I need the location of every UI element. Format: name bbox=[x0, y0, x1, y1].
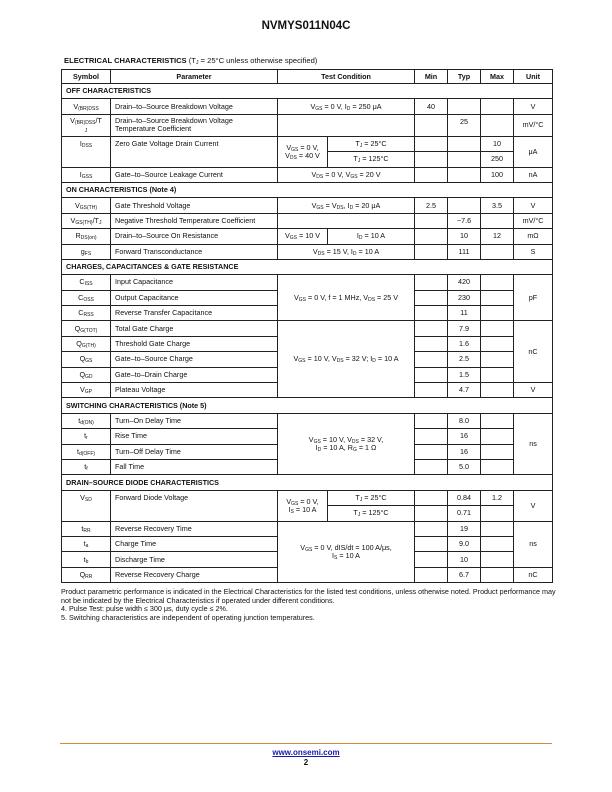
min-cell bbox=[415, 229, 448, 244]
footnote-general: Product parametric performance is indicated in the Electrical Characteristics for the listed test conditions, unless otherwise noted. Product performance may not be indicated by the Electrical Characteristics if operated under different conditions. bbox=[61, 587, 556, 605]
symbol-cell: $Q_{G(TOT)}$ bbox=[62, 321, 111, 336]
header-symbol: Symbol bbox=[62, 70, 111, 84]
parameter-cell: Fall Time bbox=[111, 459, 278, 474]
min-cell: 40 bbox=[415, 99, 448, 114]
min-cell bbox=[415, 244, 448, 259]
section-row bbox=[62, 84, 553, 99]
symbol-cell: $I_{DSS}$ bbox=[62, 136, 111, 167]
typ-cell: 4.7 bbox=[448, 383, 481, 398]
parameter-cell: Negative Threshold Temperature Coefficient bbox=[111, 213, 278, 228]
symbol-cell: $Q_{RR}$ bbox=[62, 567, 111, 582]
condition-cell: $V_{DS} = 0$ V, $V_{GS} = 20$ V bbox=[278, 167, 415, 182]
min-cell bbox=[415, 167, 448, 182]
section-row bbox=[62, 259, 553, 274]
max-cell bbox=[481, 321, 514, 336]
max-cell: 3.5 bbox=[481, 198, 514, 213]
condition-cell: $V_{GS} = 0$ V, $V_{DS} = 40$ V bbox=[278, 136, 328, 167]
section-row bbox=[62, 182, 553, 197]
typ-cell: 1.6 bbox=[448, 336, 481, 351]
max-cell bbox=[481, 567, 514, 582]
max-cell bbox=[481, 429, 514, 444]
min-cell bbox=[415, 321, 448, 336]
header-parameter: Parameter bbox=[111, 70, 278, 84]
min-cell bbox=[415, 567, 448, 582]
unit-cell: pF bbox=[514, 275, 553, 321]
typ-cell: 25 bbox=[448, 114, 481, 136]
header-typ: Typ bbox=[448, 70, 481, 84]
table-row bbox=[62, 275, 553, 290]
parameter-cell: Zero Gate Voltage Drain Current bbox=[111, 136, 278, 167]
min-cell bbox=[415, 536, 448, 551]
max-cell bbox=[481, 552, 514, 567]
symbol-cell: $t_{d(OFF)}$ bbox=[62, 444, 111, 459]
typ-cell bbox=[448, 136, 481, 151]
parameter-cell: Reverse Transfer Capacitance bbox=[111, 306, 278, 321]
max-cell bbox=[481, 367, 514, 382]
table-row bbox=[62, 413, 553, 428]
unit-cell: S bbox=[514, 244, 553, 259]
symbol-cell: $V_{GS(TH)}$ bbox=[62, 198, 111, 213]
condition-cell bbox=[278, 213, 415, 228]
symbol-cell: $I_{GSS}$ bbox=[62, 167, 111, 182]
typ-cell: 2.5 bbox=[448, 352, 481, 367]
symbol-cell: $C_{ISS}$ bbox=[62, 275, 111, 290]
max-cell bbox=[481, 444, 514, 459]
max-cell: 10 bbox=[481, 136, 514, 151]
condition-cell: $V_{GS} = 10$ V, $V_{DS} = 32$ V; $I_D = 10$ A bbox=[278, 321, 415, 398]
max-cell bbox=[481, 290, 514, 305]
symbol-cell: $C_{OSS}$ bbox=[62, 290, 111, 305]
unit-cell: ns bbox=[514, 521, 553, 567]
max-cell bbox=[481, 521, 514, 536]
header-row bbox=[62, 70, 553, 84]
table-row bbox=[62, 198, 553, 213]
typ-cell bbox=[448, 167, 481, 182]
symbol-cell: $V_{GS(TH)}/T_J$ bbox=[62, 213, 111, 228]
symbol-cell: $g_{FS}$ bbox=[62, 244, 111, 259]
footnote-4: 4. Pulse Test: pulse width ≤ 300 μs, duty cycle ≤ 2%. bbox=[61, 604, 228, 614]
max-cell: 100 bbox=[481, 167, 514, 182]
max-cell: 250 bbox=[481, 152, 514, 167]
condition-cell: $V_{GS} = 0$ V, $I_S = 10$ A bbox=[278, 490, 328, 521]
unit-cell: nC bbox=[514, 567, 553, 582]
parameter-cell: Reverse Recovery Time bbox=[111, 521, 278, 536]
max-cell bbox=[481, 336, 514, 351]
min-cell bbox=[415, 152, 448, 167]
typ-cell: 19 bbox=[448, 521, 481, 536]
parameter-cell: Total Gate Charge bbox=[111, 321, 278, 336]
symbol-cell: $V_{(BR)DSS}/T$ $_J$ bbox=[62, 114, 111, 136]
section-diode: DRAIN–SOURCE DIODE CHARACTERISTICS bbox=[62, 475, 553, 490]
document-title: NVMYS011N04C bbox=[261, 20, 351, 32]
table-row bbox=[62, 136, 553, 151]
min-cell bbox=[415, 506, 448, 521]
unit-cell: mV/°C bbox=[514, 213, 553, 228]
parameter-cell: Gate–to–Source Charge bbox=[111, 352, 278, 367]
min-cell bbox=[415, 490, 448, 505]
parameter-cell: Output Capacitance bbox=[111, 290, 278, 305]
unit-cell: nA bbox=[514, 167, 553, 182]
symbol-cell: $V_{(BR)DSS}$ bbox=[62, 99, 111, 114]
typ-cell: 16 bbox=[448, 444, 481, 459]
condition-cell: $V_{GS} = 0$ V, dIS/dt = 100 A/μs, $I_S = 10$ A bbox=[278, 521, 415, 583]
unit-cell: mΩ bbox=[514, 229, 553, 244]
section-row bbox=[62, 398, 553, 413]
table-row bbox=[62, 167, 553, 182]
unit-cell: ns bbox=[514, 413, 553, 475]
symbol-cell: $t_{RR}$ bbox=[62, 521, 111, 536]
table-heading: ELECTRICAL CHARACTERISTICS ($T_J = 25^\circ C$ unless otherwise specified) bbox=[64, 56, 318, 66]
min-cell bbox=[415, 275, 448, 290]
table-row bbox=[62, 229, 553, 244]
condition-cell: $V_{GS} = 10$ V, $V_{DS} = 32$ V, $I_D = 10$ A, $R_G = 1$ Ω bbox=[278, 413, 415, 475]
unit-cell: V bbox=[514, 490, 553, 521]
condition-cell-b: $I_D = 10$ A bbox=[328, 229, 415, 244]
table-row bbox=[62, 244, 553, 259]
parameter-cell: Reverse Recovery Charge bbox=[111, 567, 278, 582]
typ-cell: 7.9 bbox=[448, 321, 481, 336]
parameter-cell: Drain–to–Source On Resistance bbox=[111, 229, 278, 244]
min-cell bbox=[415, 367, 448, 382]
parameter-cell: Rise Time bbox=[111, 429, 278, 444]
max-cell bbox=[481, 383, 514, 398]
max-cell bbox=[481, 275, 514, 290]
symbol-cell: $t_f$ bbox=[62, 459, 111, 474]
symbol-cell: $V_{SD}$ bbox=[62, 490, 111, 521]
typ-cell: 5.0 bbox=[448, 459, 481, 474]
temp-condition-cell: $T_J = 25^\circ C$ bbox=[328, 490, 415, 505]
typ-cell: 1.5 bbox=[448, 367, 481, 382]
condition-cell: $V_{GS} = 0$ V, f = 1 MHz, $V_{DS} = 25$ V bbox=[278, 275, 415, 321]
typ-cell: 10 bbox=[448, 552, 481, 567]
unit-cell: V bbox=[514, 99, 553, 114]
max-cell bbox=[481, 306, 514, 321]
symbol-cell: $R_{DS(on)}$ bbox=[62, 229, 111, 244]
max-cell bbox=[481, 506, 514, 521]
typ-cell: 16 bbox=[448, 429, 481, 444]
unit-cell: μA bbox=[514, 136, 553, 167]
min-cell bbox=[415, 383, 448, 398]
section-switching: SWITCHING CHARACTERISTICS (Note 5) bbox=[62, 398, 553, 413]
min-cell bbox=[415, 290, 448, 305]
parameter-cell: Forward Diode Voltage bbox=[111, 490, 278, 521]
page-number: 2 bbox=[303, 758, 309, 767]
min-cell bbox=[415, 352, 448, 367]
parameter-cell: Gate Threshold Voltage bbox=[111, 198, 278, 213]
max-cell bbox=[481, 413, 514, 428]
condition-cell: $V_{GS} = 10$ V bbox=[278, 229, 328, 244]
typ-cell bbox=[448, 99, 481, 114]
condition-cell: $V_{DS} = 15$ V, $I_D = 10$ A bbox=[278, 244, 415, 259]
max-cell bbox=[481, 244, 514, 259]
typ-cell: 0.84 bbox=[448, 490, 481, 505]
symbol-cell: $t_b$ bbox=[62, 552, 111, 567]
footnotes bbox=[61, 588, 556, 623]
electrical-characteristics-table bbox=[61, 69, 553, 583]
symbol-cell: $t_{d(ON)}$ bbox=[62, 413, 111, 428]
header-test-condition: Test Condition bbox=[278, 70, 415, 84]
section-off: OFF CHARACTERISTICS bbox=[62, 84, 553, 99]
table-row bbox=[62, 521, 553, 536]
unit-cell: V bbox=[514, 198, 553, 213]
min-cell bbox=[415, 213, 448, 228]
typ-cell: 10 bbox=[448, 229, 481, 244]
header-max: Max bbox=[481, 70, 514, 84]
typ-cell: 9.0 bbox=[448, 536, 481, 551]
section-row bbox=[62, 475, 553, 490]
min-cell: 2.5 bbox=[415, 198, 448, 213]
min-cell bbox=[415, 521, 448, 536]
symbol-cell: $V_{GP}$ bbox=[62, 383, 111, 398]
min-cell bbox=[415, 429, 448, 444]
condition-cell: $V_{GS} = 0$ V, $I_D = 250$ μA bbox=[278, 99, 415, 114]
parameter-cell: Gate–to–Drain Charge bbox=[111, 367, 278, 382]
min-cell bbox=[415, 552, 448, 567]
parameter-cell: Charge Time bbox=[111, 536, 278, 551]
table-row bbox=[62, 490, 553, 505]
temp-condition-cell: $T_J = 125^\circ C$ bbox=[328, 152, 415, 167]
parameter-cell: Turn–Off Delay Time bbox=[111, 444, 278, 459]
min-cell bbox=[415, 336, 448, 351]
max-cell bbox=[481, 459, 514, 474]
symbol-cell: $t_r$ bbox=[62, 429, 111, 444]
typ-cell: 11 bbox=[448, 306, 481, 321]
max-cell bbox=[481, 99, 514, 114]
typ-cell bbox=[448, 198, 481, 213]
parameter-cell: Discharge Time bbox=[111, 552, 278, 567]
header-min: Min bbox=[415, 70, 448, 84]
typ-cell: 420 bbox=[448, 275, 481, 290]
symbol-cell: $C_{RSS}$ bbox=[62, 306, 111, 321]
max-cell bbox=[481, 536, 514, 551]
parameter-cell: Plateau Voltage bbox=[111, 383, 278, 398]
unit-cell: nC bbox=[514, 321, 553, 383]
parameter-cell: Forward Transconductance bbox=[111, 244, 278, 259]
typ-cell: 111 bbox=[448, 244, 481, 259]
table-row bbox=[62, 99, 553, 114]
min-cell bbox=[415, 413, 448, 428]
typ-cell: 230 bbox=[448, 290, 481, 305]
table-row bbox=[62, 213, 553, 228]
footer-rule bbox=[60, 743, 552, 744]
typ-cell: 8.0 bbox=[448, 413, 481, 428]
min-cell bbox=[415, 444, 448, 459]
max-cell bbox=[481, 213, 514, 228]
footnote-5: 5. Switching characteristics are independent of operating junction temperatures. bbox=[61, 613, 315, 623]
section-on: ON CHARACTERISTICS (Note 4) bbox=[62, 182, 553, 197]
max-cell bbox=[481, 114, 514, 136]
website-link[interactable]: www.onsemi.com bbox=[272, 748, 340, 757]
typ-cell: 0.71 bbox=[448, 506, 481, 521]
symbol-cell: $Q_{GD}$ bbox=[62, 367, 111, 382]
condition-cell: $V_{GS} = V_{DS}$, $I_D = 20$ μA bbox=[278, 198, 415, 213]
typ-cell: −7.6 bbox=[448, 213, 481, 228]
header-unit: Unit bbox=[514, 70, 553, 84]
parameter-cell: Threshold Gate Charge bbox=[111, 336, 278, 351]
parameter-cell: Gate–to–Source Leakage Current bbox=[111, 167, 278, 182]
symbol-cell: $Q_{G(TH)}$ bbox=[62, 336, 111, 351]
typ-cell bbox=[448, 152, 481, 167]
min-cell bbox=[415, 136, 448, 151]
symbol-cell: $Q_{GS}$ bbox=[62, 352, 111, 367]
table-row bbox=[62, 114, 553, 136]
parameter-cell: Drain–to–Source Breakdown Voltage bbox=[111, 99, 278, 114]
parameter-cell: Turn–On Delay Time bbox=[111, 413, 278, 428]
min-cell bbox=[415, 459, 448, 474]
typ-cell: 6.7 bbox=[448, 567, 481, 582]
table-row bbox=[62, 321, 553, 336]
min-cell bbox=[415, 114, 448, 136]
condition-cell bbox=[278, 114, 415, 136]
max-cell bbox=[481, 352, 514, 367]
unit-cell: V bbox=[514, 383, 553, 398]
symbol-cell: $t_a$ bbox=[62, 536, 111, 551]
temp-condition-cell: $T_J = 25^\circ C$ bbox=[328, 136, 415, 151]
min-cell bbox=[415, 306, 448, 321]
parameter-cell: Drain–to–Source Breakdown Voltage Temperature Coefficient bbox=[111, 114, 278, 136]
temp-condition-cell: $T_J = 125^\circ C$ bbox=[328, 506, 415, 521]
max-cell: 1.2 bbox=[481, 490, 514, 505]
section-charges: CHARGES, CAPACITANCES & GATE RESISTANCE bbox=[62, 259, 553, 274]
max-cell: 12 bbox=[481, 229, 514, 244]
parameter-cell: Input Capacitance bbox=[111, 275, 278, 290]
unit-cell: mV/°C bbox=[514, 114, 553, 136]
